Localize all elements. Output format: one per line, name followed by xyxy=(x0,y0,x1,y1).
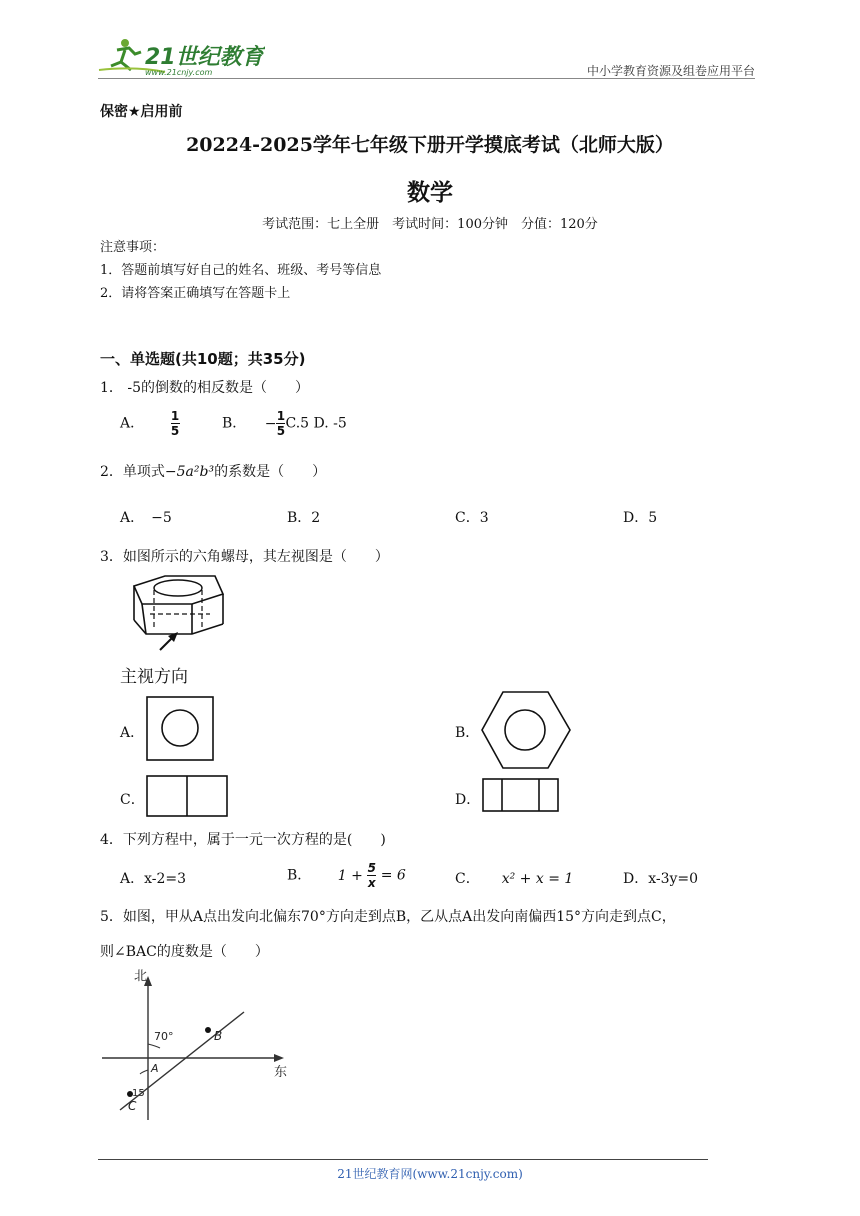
svg-text:15: 15 xyxy=(132,1088,145,1099)
question-4-option-b: B． 1 + $\frac{5}{x}$ = 6 xyxy=(287,861,406,890)
svg-text:21世纪教育: 21世纪教育 xyxy=(145,45,264,70)
question-5-stem-line-1: 5．如图，甲从A点出发向北偏东70°方向走到点B，乙从点A出发向南偏西15°方向走到点C， xyxy=(100,909,676,925)
svg-text:70°: 70° xyxy=(154,1030,174,1043)
header-platform-text: 中小学教育资源及组卷应用平台 xyxy=(586,64,755,78)
question-3-option-a-label: A． xyxy=(120,725,145,741)
option-a-square-circle-figure xyxy=(146,696,216,762)
option-d-three-rect-figure xyxy=(482,778,560,814)
svg-text:www.21cnjy.com: www.21cnjy.com xyxy=(145,68,213,77)
option-b-hexagon-figure xyxy=(480,690,572,772)
question-2-option-a: A． −5 xyxy=(120,510,172,526)
question-1-option-a: A． $\frac{1}{5}$ xyxy=(120,409,180,438)
question-3-option-b-label: B． xyxy=(455,725,480,741)
runner-logo-icon xyxy=(95,36,265,78)
svg-text:北: 北 xyxy=(134,969,148,984)
question-1-option-b: B． − $\frac{1}{5}$ C.5 D. -5 xyxy=(222,409,347,438)
question-1-stem: 1． -5的倒数的相反数是（ ） xyxy=(100,380,309,396)
fraction: $\frac{5}{x}$ xyxy=(367,861,376,890)
notes-item: 2．请将答案正确填写在答题卡上 xyxy=(100,286,291,301)
footer-site[interactable]: 21世纪教育网(www.21cnjy.com) xyxy=(337,1167,523,1181)
question-2-option-c: C．3 xyxy=(455,510,489,526)
question-3-stem: 3．如图所示的六角螺母，其左视图是（ ） xyxy=(100,549,389,565)
question-3-option-c-label: C． xyxy=(120,792,145,808)
fraction: $\frac{1}{5}$ xyxy=(170,409,180,438)
option-c-two-rect-figure xyxy=(146,775,230,819)
hex-nut-figure xyxy=(120,568,240,668)
svg-text:A: A xyxy=(151,1062,159,1075)
question-4-option-c: C． x² + x = 1 xyxy=(455,871,574,887)
question-4-stem: 4．下列方程中，属于一元一次方程的是( ) xyxy=(100,832,386,848)
confidential-label: 保密★启用前 xyxy=(100,104,183,120)
exam-title: 20224-2025学年七年级下册开学摸底考试（北师大版） xyxy=(186,134,674,156)
question-1-options-cd: C.5 D. -5 xyxy=(285,415,347,432)
question-4-option-a: A．x-2=3 xyxy=(120,871,187,887)
question-2-stem: 2．单项式−5a²b³的系数是（ ） xyxy=(100,464,327,480)
footer-divider xyxy=(98,1159,708,1160)
direction-label: 主视方向 xyxy=(120,667,188,687)
notes-item: 1．答题前填写好自己的姓名、班级、考号等信息 xyxy=(100,263,382,278)
exam-info: 考试范围：七上全册 考试时间：100分钟 分值：120分 xyxy=(262,217,598,232)
question-2-option-b: B．2 xyxy=(287,510,321,526)
header-divider xyxy=(98,78,755,79)
svg-text:东: 东 xyxy=(274,1065,288,1080)
question-3-option-d-label: D． xyxy=(455,792,481,808)
fraction: $\frac{1}{5}$ xyxy=(276,409,286,438)
section-heading: 一、单选题(共10题；共35分) xyxy=(100,350,306,368)
subject-title: 数学 xyxy=(407,180,453,206)
question-5-stem-line-2: 则∠BAC的度数是（ ） xyxy=(100,944,269,960)
question-4-option-d: D．x-3y=0 xyxy=(623,871,699,887)
notes-heading: 注意事项： xyxy=(100,240,166,255)
header-logo xyxy=(95,36,265,78)
question-2-option-d: D．5 xyxy=(623,510,658,526)
direction-angle-figure xyxy=(98,968,298,1124)
svg-text:C: C xyxy=(128,1099,137,1113)
svg-text:B: B xyxy=(214,1029,223,1043)
